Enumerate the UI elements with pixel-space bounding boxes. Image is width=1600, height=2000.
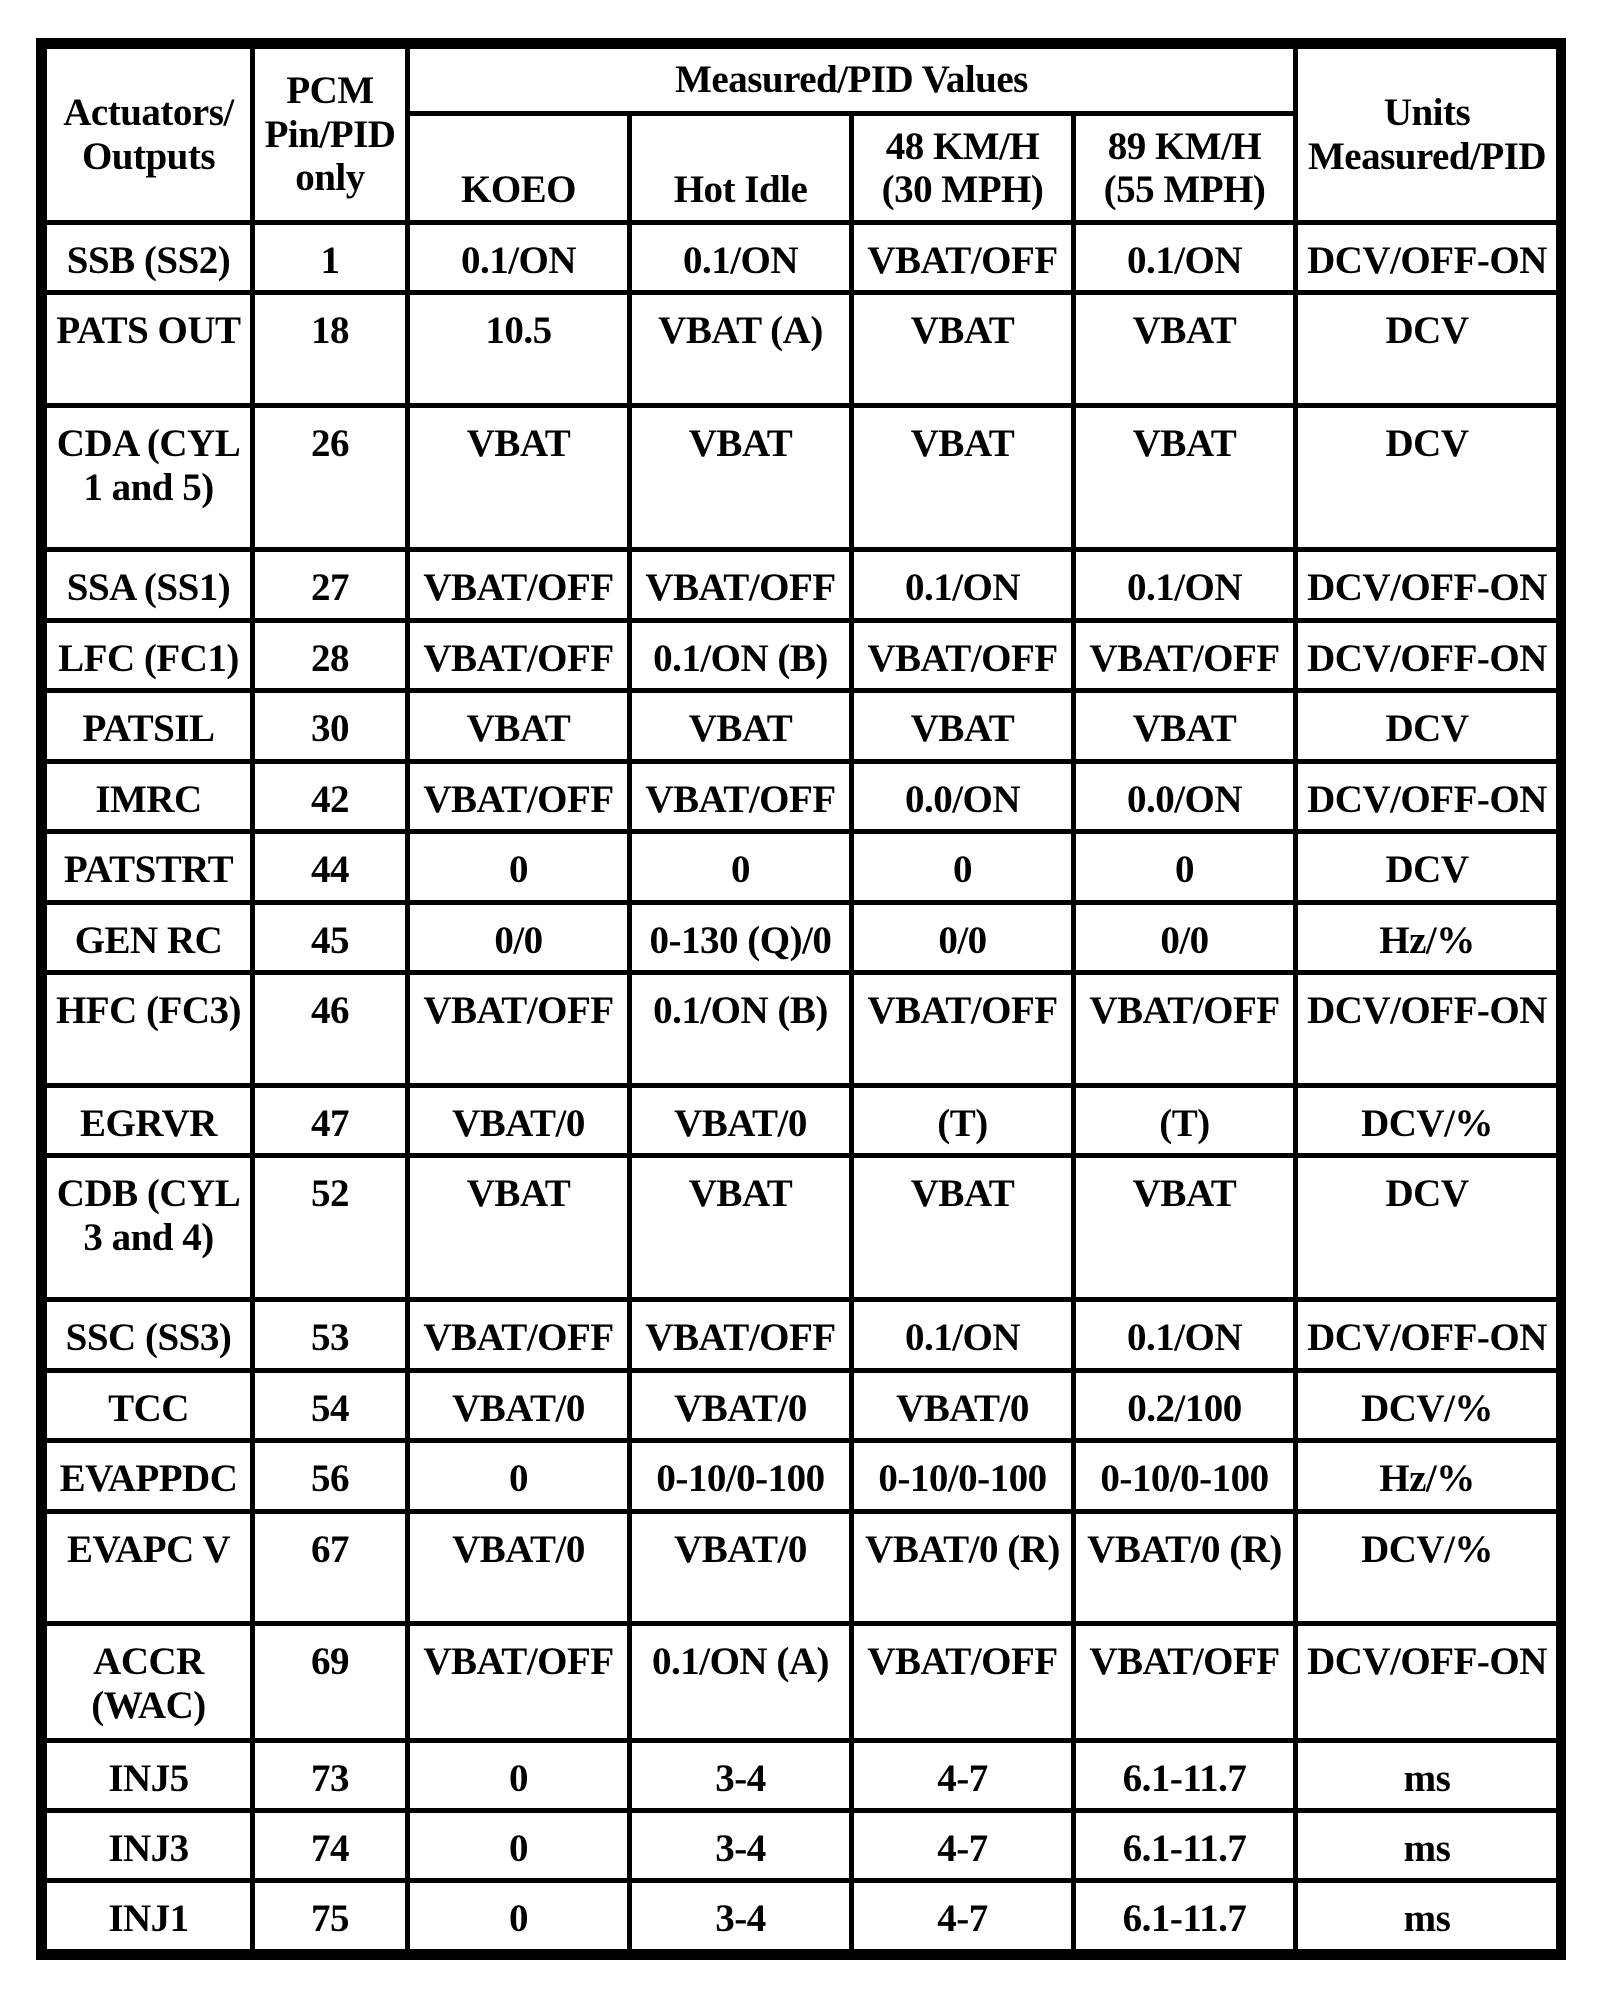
header-pcm-pin: PCM Pin/PID only [255, 49, 405, 220]
cell-89-kmh: 6.1-11.7 [1076, 1883, 1293, 1949]
cell-pcm-pin: 69 [255, 1626, 405, 1737]
cell-koeo: 0 [410, 834, 627, 899]
cell-pcm-pin: 54 [255, 1373, 405, 1438]
pcm-reference-table [42, 44, 1561, 1954]
cell-48-kmh: VBAT [854, 1158, 1071, 1297]
cell-actuator: LFC (FC1) [47, 623, 250, 688]
cell-48-kmh: VBAT/OFF [854, 225, 1071, 290]
cell-actuator: CDB (CYL 3 and 4) [47, 1158, 250, 1297]
cell-89-kmh: VBAT [1076, 408, 1293, 547]
table-row [47, 1443, 1556, 1508]
cell-koeo: 0 [410, 1813, 627, 1878]
cell-units: DCV/OFF-ON [1298, 975, 1556, 1083]
cell-koeo: VBAT/OFF [410, 623, 627, 688]
cell-actuator: SSC (SS3) [47, 1302, 250, 1367]
cell-pcm-pin: 42 [255, 764, 405, 829]
cell-pcm-pin: 1 [255, 225, 405, 290]
cell-units: DCV [1298, 834, 1556, 899]
cell-koeo: 10.5 [410, 295, 627, 403]
cell-89-kmh: 0 [1076, 834, 1293, 899]
cell-units: DCV [1298, 693, 1556, 758]
cell-hot-idle: 0 [632, 834, 849, 899]
table-row [47, 1088, 1556, 1153]
cell-hot-idle: VBAT [632, 1158, 849, 1297]
cell-units: DCV [1298, 1158, 1556, 1297]
cell-units: DCV [1298, 295, 1556, 403]
cell-48-kmh: VBAT [854, 295, 1071, 403]
cell-units: DCV [1298, 408, 1556, 547]
cell-actuator: SSB (SS2) [47, 225, 250, 290]
cell-48-kmh: 0.1/ON [854, 1302, 1071, 1367]
cell-48-kmh: VBAT/0 (R) [854, 1514, 1071, 1622]
cell-koeo: 0 [410, 1883, 627, 1949]
cell-actuator: EGRVR [47, 1088, 250, 1153]
header-koeo: KOEO [410, 116, 627, 220]
cell-units: DCV/OFF-ON [1298, 1626, 1556, 1737]
cell-actuator: CDA (CYL 1 and 5) [47, 408, 250, 547]
cell-89-kmh: VBAT/OFF [1076, 623, 1293, 688]
cell-pcm-pin: 52 [255, 1158, 405, 1297]
cell-hot-idle: VBAT (A) [632, 295, 849, 403]
table-row [47, 1302, 1556, 1367]
cell-actuator: GEN RC [47, 905, 250, 970]
header-measured-pid-values: Measured/PID Values [410, 49, 1293, 111]
table-row [47, 225, 1556, 290]
cell-48-kmh: 0/0 [854, 905, 1071, 970]
cell-pcm-pin: 18 [255, 295, 405, 403]
cell-units: Hz/% [1298, 905, 1556, 970]
cell-hot-idle: 0-130 (Q)/0 [632, 905, 849, 970]
cell-hot-idle: VBAT [632, 693, 849, 758]
cell-pcm-pin: 67 [255, 1514, 405, 1622]
cell-units: DCV/% [1298, 1088, 1556, 1153]
cell-koeo: VBAT [410, 1158, 627, 1297]
cell-48-kmh: 4-7 [854, 1883, 1071, 1949]
cell-units: DCV/OFF-ON [1298, 225, 1556, 290]
cell-48-kmh: 0 [854, 834, 1071, 899]
cell-pcm-pin: 28 [255, 623, 405, 688]
cell-pcm-pin: 74 [255, 1813, 405, 1878]
cell-units: ms [1298, 1883, 1556, 1949]
cell-89-kmh: VBAT/0 (R) [1076, 1514, 1293, 1622]
header-89-kmh: 89 KM/H (55 MPH) [1076, 116, 1293, 220]
cell-actuator: SSA (SS1) [47, 552, 250, 617]
cell-koeo: VBAT [410, 408, 627, 547]
cell-pcm-pin: 46 [255, 975, 405, 1083]
cell-units: DCV/% [1298, 1514, 1556, 1622]
table-row [47, 1743, 1556, 1808]
table-header [47, 49, 1556, 220]
cell-koeo: VBAT/OFF [410, 975, 627, 1083]
cell-hot-idle: 0.1/ON (B) [632, 975, 849, 1083]
cell-actuator: INJ5 [47, 1743, 250, 1808]
cell-hot-idle: 0.1/ON (A) [632, 1626, 849, 1737]
table-row [47, 1514, 1556, 1622]
header-hot-idle: Hot Idle [632, 116, 849, 220]
cell-48-kmh: 0.0/ON [854, 764, 1071, 829]
cell-units: DCV/% [1298, 1373, 1556, 1438]
cell-48-kmh: VBAT/OFF [854, 623, 1071, 688]
cell-actuator: INJ3 [47, 1813, 250, 1878]
cell-89-kmh: VBAT [1076, 1158, 1293, 1297]
cell-koeo: 0 [410, 1743, 627, 1808]
cell-units: ms [1298, 1743, 1556, 1808]
cell-koeo: 0 [410, 1443, 627, 1508]
cell-koeo: VBAT/0 [410, 1373, 627, 1438]
cell-koeo: 0.1/ON [410, 225, 627, 290]
cell-actuator: EVAPPDC [47, 1443, 250, 1508]
cell-48-kmh: VBAT/0 [854, 1373, 1071, 1438]
cell-units: ms [1298, 1813, 1556, 1878]
cell-89-kmh: VBAT/OFF [1076, 975, 1293, 1083]
cell-hot-idle: VBAT/OFF [632, 764, 849, 829]
cell-pcm-pin: 30 [255, 693, 405, 758]
table-row [47, 408, 1556, 547]
cell-koeo: VBAT [410, 693, 627, 758]
cell-89-kmh: 6.1-11.7 [1076, 1743, 1293, 1808]
cell-hot-idle: 3-4 [632, 1813, 849, 1878]
cell-pcm-pin: 56 [255, 1443, 405, 1508]
cell-pcm-pin: 47 [255, 1088, 405, 1153]
cell-89-kmh: 6.1-11.7 [1076, 1813, 1293, 1878]
cell-pcm-pin: 26 [255, 408, 405, 547]
cell-units: Hz/% [1298, 1443, 1556, 1508]
cell-hot-idle: 0-10/0-100 [632, 1443, 849, 1508]
cell-koeo: 0/0 [410, 905, 627, 970]
cell-89-kmh: 0.1/ON [1076, 552, 1293, 617]
cell-hot-idle: VBAT [632, 408, 849, 547]
cell-pcm-pin: 53 [255, 1302, 405, 1367]
cell-89-kmh: VBAT/OFF [1076, 1626, 1293, 1737]
cell-pcm-pin: 44 [255, 834, 405, 899]
table-row [47, 975, 1556, 1083]
cell-actuator: PATSIL [47, 693, 250, 758]
pcm-reference-table-frame [36, 38, 1566, 1960]
cell-actuator: INJ1 [47, 1883, 250, 1949]
table-row [47, 905, 1556, 970]
cell-koeo: VBAT/OFF [410, 1626, 627, 1737]
cell-units: DCV/OFF-ON [1298, 764, 1556, 829]
cell-actuator: TCC [47, 1373, 250, 1438]
cell-89-kmh: (T) [1076, 1088, 1293, 1153]
cell-actuator: IMRC [47, 764, 250, 829]
cell-actuator: PATSTRT [47, 834, 250, 899]
cell-48-kmh: 0.1/ON [854, 552, 1071, 617]
cell-hot-idle: VBAT/OFF [632, 552, 849, 617]
cell-koeo: VBAT/0 [410, 1088, 627, 1153]
table-row [47, 693, 1556, 758]
cell-hot-idle: VBAT/0 [632, 1088, 849, 1153]
table-row [47, 552, 1556, 617]
cell-hot-idle: VBAT/0 [632, 1373, 849, 1438]
cell-89-kmh: 0.2/100 [1076, 1373, 1293, 1438]
cell-hot-idle: VBAT/OFF [632, 1302, 849, 1367]
cell-actuator: PATS OUT [47, 295, 250, 403]
table-row [47, 1626, 1556, 1737]
cell-koeo: VBAT/OFF [410, 1302, 627, 1367]
cell-48-kmh: VBAT/OFF [854, 1626, 1071, 1737]
cell-89-kmh: 0/0 [1076, 905, 1293, 970]
cell-48-kmh: 4-7 [854, 1813, 1071, 1878]
cell-hot-idle: 3-4 [632, 1743, 849, 1808]
cell-89-kmh: 0.1/ON [1076, 1302, 1293, 1367]
header-actuators: Actuators/ Outputs [47, 49, 250, 220]
cell-89-kmh: 0-10/0-100 [1076, 1443, 1293, 1508]
table-row [47, 834, 1556, 899]
cell-koeo: VBAT/OFF [410, 764, 627, 829]
cell-pcm-pin: 45 [255, 905, 405, 970]
cell-89-kmh: VBAT [1076, 693, 1293, 758]
table-row [47, 295, 1556, 403]
cell-hot-idle: 3-4 [632, 1883, 849, 1949]
cell-48-kmh: 4-7 [854, 1743, 1071, 1808]
table-row [47, 1813, 1556, 1878]
cell-units: DCV/OFF-ON [1298, 623, 1556, 688]
cell-actuator: HFC (FC3) [47, 975, 250, 1083]
cell-hot-idle: VBAT/0 [632, 1514, 849, 1622]
table-row [47, 1883, 1556, 1949]
cell-48-kmh: 0-10/0-100 [854, 1443, 1071, 1508]
cell-48-kmh: (T) [854, 1088, 1071, 1153]
cell-hot-idle: 0.1/ON (B) [632, 623, 849, 688]
table-row [47, 764, 1556, 829]
table-body [47, 225, 1556, 1949]
cell-actuator: EVAPC V [47, 1514, 250, 1622]
cell-48-kmh: VBAT [854, 408, 1071, 547]
cell-koeo: VBAT/OFF [410, 552, 627, 617]
cell-pcm-pin: 73 [255, 1743, 405, 1808]
cell-89-kmh: VBAT [1076, 295, 1293, 403]
cell-pcm-pin: 27 [255, 552, 405, 617]
cell-hot-idle: 0.1/ON [632, 225, 849, 290]
header-48-kmh: 48 KM/H (30 MPH) [854, 116, 1071, 220]
cell-pcm-pin: 75 [255, 1883, 405, 1949]
cell-actuator: ACCR (WAC) [47, 1626, 250, 1737]
cell-units: DCV/OFF-ON [1298, 552, 1556, 617]
table-row [47, 623, 1556, 688]
cell-89-kmh: 0.1/ON [1076, 225, 1293, 290]
table-row [47, 1158, 1556, 1297]
cell-koeo: VBAT/0 [410, 1514, 627, 1622]
header-units: Units Measured/PID [1298, 49, 1556, 220]
cell-48-kmh: VBAT [854, 693, 1071, 758]
cell-48-kmh: VBAT/OFF [854, 975, 1071, 1083]
table-row [47, 1373, 1556, 1438]
cell-89-kmh: 0.0/ON [1076, 764, 1293, 829]
cell-units: DCV/OFF-ON [1298, 1302, 1556, 1367]
